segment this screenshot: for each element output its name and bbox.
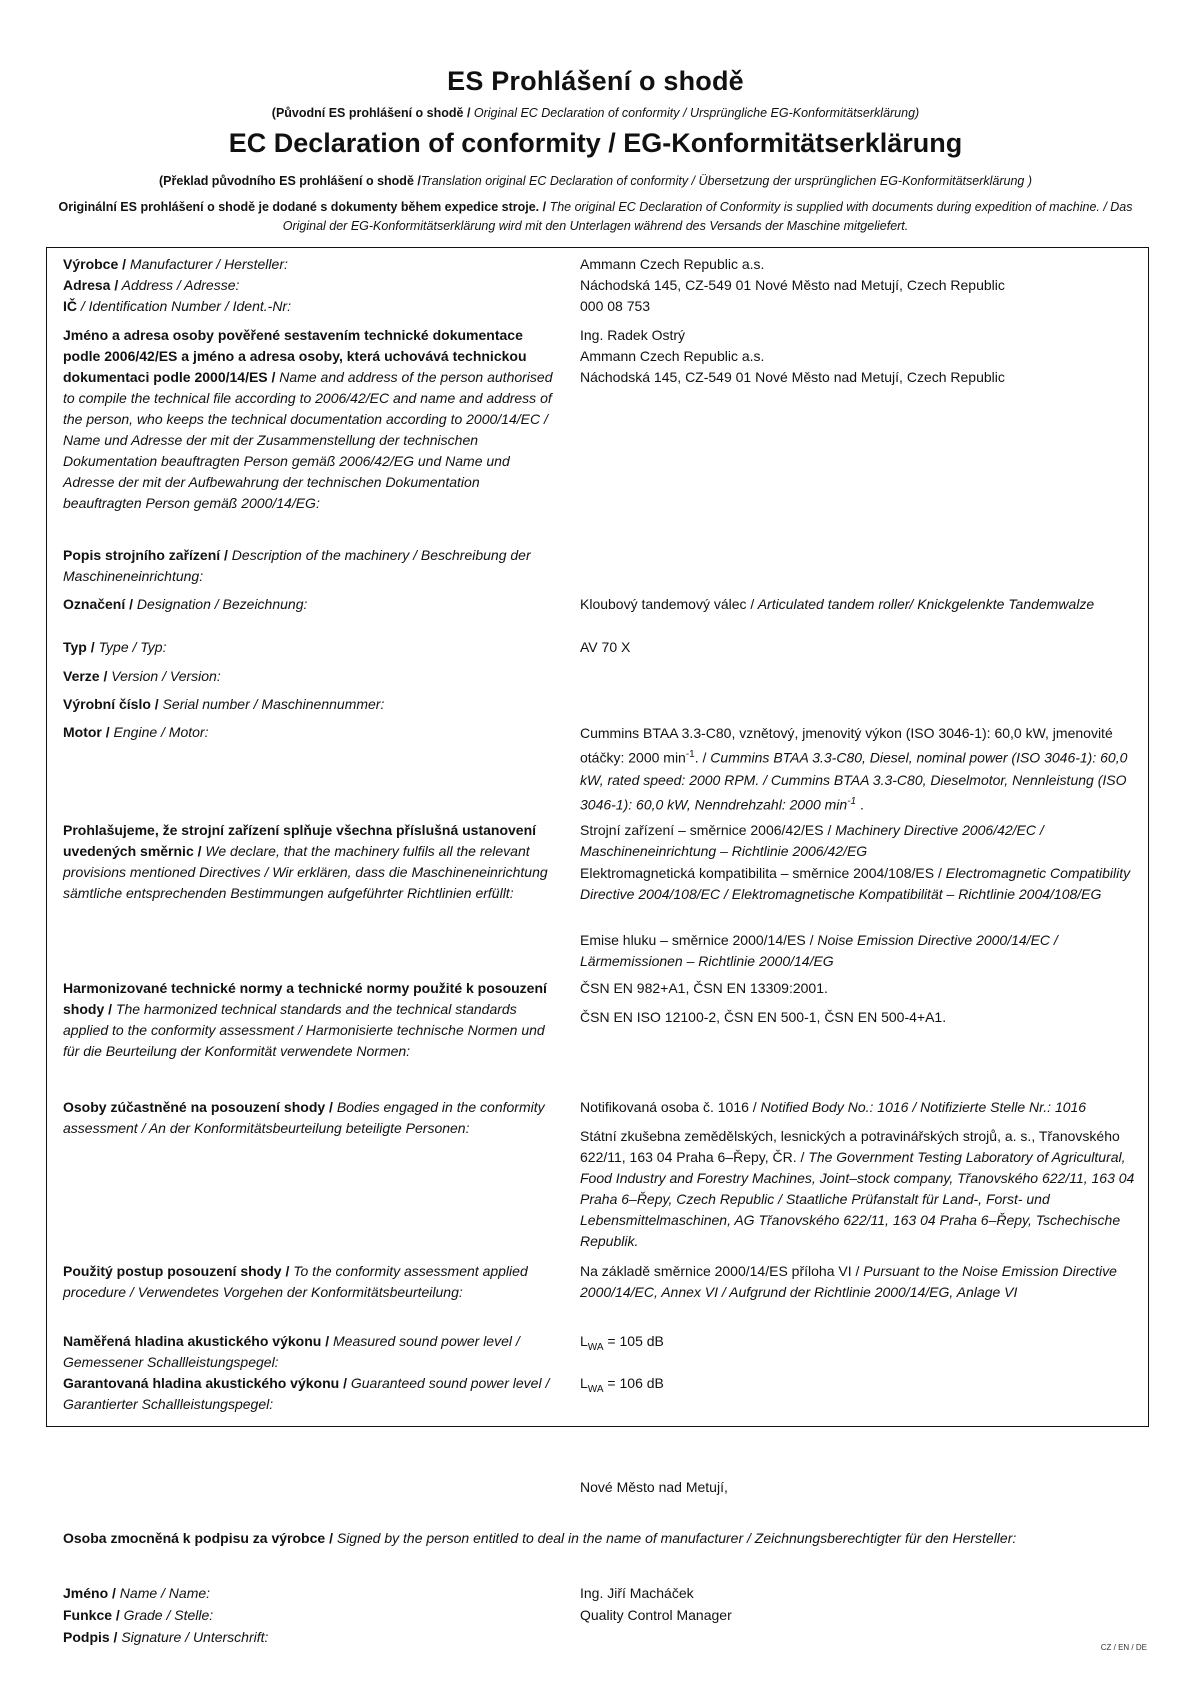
directive-emc: Elektromagnetická kompatibilita – směrnice 2004/108/ES / Electromagnetic Compatibility Directive 2004/108/EC / Elektromagnetische Kompatibilität – Richtlinie 2004/108/EG (580, 865, 1131, 902)
grade-value: Quality Control Manager (580, 1607, 732, 1623)
title-en: EC Declaration of conformity / EG-Konformitätserklärung (228, 128, 963, 158)
standards-2: ČSN EN ISO 12100-2, ČSN EN 500-1, ČSN EN 500-4+A1. (580, 1009, 947, 1025)
measured-label: Naměřená hladina akustického výkonu / Measured sound power level / Gemessener Schallleistungspegel: (63, 1333, 520, 1370)
description-label: Popis strojního zařízení / Description of the machinery / Beschreibung der Maschineneinrichtung: (63, 547, 531, 584)
authorised-person-line: Osoba zmocněná k podpisu za výrobce / Signed by the person entitled to deal in the name of manufacturer / Zeichnungsberechtigter für den Hersteller: (63, 1530, 1017, 1546)
subtitle-translation: (Překlad původního ES prohlášení o shodě /Translation original EC Declaration of conformity / Übersetzung der ursprünglichen EG-Konformitätserklärung ) (159, 174, 1032, 188)
address-value: Náchodská 145, CZ-549 01 Nové Město nad Metují, Czech Republic (580, 277, 1005, 293)
language-code: CZ / EN / DE (1100, 1643, 1147, 1652)
guaranteed-label: Garantovaná hladina akustického výkonu / Guaranteed sound power level / Garantierter Schallleistungspegel: (63, 1375, 550, 1412)
designation-label: Označení / Designation / Bezeichnung: (63, 596, 308, 612)
manufacturer-value: Ammann Czech Republic a.s. (580, 256, 765, 272)
measured-value: $L_{WA} = 105$ dB (580, 1333, 664, 1353)
directive-noise: Emise hluku – směrnice 2000/14/ES / Noise Emission Directive 2000/14/EC / Lärmemissionen – Richtlinie 2000/14/EG (580, 932, 1058, 969)
type-label: Typ / Type / Typ: (63, 639, 167, 655)
place: Nové Město nad Metují, (580, 1479, 728, 1495)
name-label: Jméno / Name / Name: (63, 1585, 211, 1601)
title-cz: ES Prohlášení o shodě (447, 66, 744, 96)
engine-value: Cummins BTAA 3.3-C80, vznětový, jmenovitý výkon (ISO 3046-1): 60,0 kW, jmenovité otáčky: 2000 $\min^{-1}$. / Cummins BTAA 3.3-C80, Diesel, nominal power (ISO 3046-1): 60,0 kW, rated speed: 2000 RPM. / Cummins BTAA 3.3-C80, Dieselmotor, Nennleistung (ISO 3046-1): 60,0 kW, Nenndrehzahl: 2000 $\min^{-1}$ . (580, 725, 1128, 813)
ic-label: IČ / Identification Number / Ident.-Nr: (63, 298, 291, 314)
techfile-value: Ing. Radek Ostrý Ammann Czech Republic a.s. Náchodská 145, CZ-549 01 Nové Město nad Metují, Czech Republic (580, 327, 1005, 385)
testing-laboratory: Státní zkušebna zemědělských, lesnických a potravinářských strojů, a. s., Třanovského 622/11, 163 04 Praha 6–Řepy, ČR. / The Government Testing Laboratory of Agricultural, Food Industry and Forestry Machines, Joint–stock company, Třanovského 622/11, 163 04 Praha 6–Řepy, Czech Republic / Staatliche Prüfanstalt für Land-, Forst- und Lebensmittelmaschinen, AG Třanovského 622/11, 163 04 Praha 6–Řepy, Tschechische Republik. (580, 1128, 1135, 1249)
standards-label: Harmonizované technické normy a technické normy použité k posouzení shody / The harmonized technical standards and the technical standards applied to the conformity assessment / Harmonisierte technische Normen und für die Beurteilung der Konformität verwendete Normen: (63, 980, 547, 1059)
type-value: AV 70 X (580, 639, 631, 655)
serial-label: Výrobní číslo / Serial number / Maschinennummer: (63, 696, 385, 712)
designation-value: Kloubový tandemový válec / Articulated tandem roller/ Knickgelenkte Tandemwalze (580, 596, 1095, 612)
directives-label: Prohlašujeme, že strojní zařízení splňuje všechna příslušná ustanovení uvedených směrnic / We declare, that the machinery fulfils all the relevant provisions mentioned Directives / Wir erklären, dass die Maschineneinrichtung sämtliche entsprechenden Bestimmungen aufgeführter Richtlinien erfüllt: (63, 822, 548, 901)
version-label: Verze / Version / Version: (63, 668, 221, 684)
bodies-label: Osoby zúčastněné na posouzení shody / Bodies engaged in the conformity assessment / An der Konformitätsbeurteilung beteiligte Personen: (63, 1099, 545, 1136)
guaranteed-value: $L_{WA} = 106$ dB (580, 1375, 664, 1395)
grade-label: Funkce / Grade / Stelle: (63, 1607, 214, 1623)
name-value: Ing. Jiří Macháček (580, 1585, 694, 1601)
manufacturer-label: Výrobce / Manufacturer / Hersteller: (63, 256, 288, 272)
procedure-value: Na základě směrnice 2000/14/ES příloha VI / Pursuant to the Noise Emission Directive 2000/14/EC, Annex VI / Aufgrund der Richtlinie 2000/14/EG, Anlage VI (580, 1263, 1117, 1300)
techfile-label: Jméno a adresa osoby pověřené sestavením technické dokumentace podle 2006/42/ES a jméno a adresa osoby, která uchovává technickou dokumentaci podle 2000/14/ES / Name and address of the person authorised to compile the technical file according to 2006/42/EC and name and address of the person, who keeps the technical documentation according to 2000/14/EC / Name und Adresse der mit der Zusammenstellung der technischen Dokumentation beauftragten Person gemäß 2006/42/EG und Name und Adresse der mit der Aufbewahrung der technischen Dokumentation beauftragten Person gemäß 2000/14/EG: (63, 327, 553, 511)
original-supplied-note: Originální ES prohlášení o shodě je dodané s dokumenty během expedice stroje. / The original EC Declaration of Conformity is supplied with documents during expedition of machine. / Das Original der EG-Konformitätserklärung wird mit den Unterlagen während des Versands der Maschine mitgeliefert. (58, 200, 1133, 233)
signature-label: Podpis / Signature / Unterschrift: (63, 1629, 269, 1645)
engine-label: Motor / Engine / Motor: (63, 724, 209, 740)
subtitle-original: (Původní ES prohlášení o shodě / Original EC Declaration of conformity / Ursprüngliche EG-Konformitätserklärung) (271, 106, 920, 120)
standards-1: ČSN EN 982+A1, ČSN EN 13309:2001. (580, 980, 828, 996)
notified-body: Notifikovaná osoba č. 1016 / Notified Body No.: 1016 / Notifizierte Stelle Nr.: 1016 (580, 1099, 1087, 1115)
directive-machinery: Strojní zařízení – směrnice 2006/42/ES / Machinery Directive 2006/42/EC / Maschineneinrichtung – Richtlinie 2006/42/EG (580, 822, 1044, 859)
address-label: Adresa / Address / Adresse: (63, 277, 240, 293)
procedure-label: Použitý postup posouzení shody / To the conformity assessment applied procedure / Verwendetes Vorgehen der Konformitätsbeurteilung: (63, 1263, 528, 1300)
ic-value: 000 08 753 (580, 298, 651, 314)
